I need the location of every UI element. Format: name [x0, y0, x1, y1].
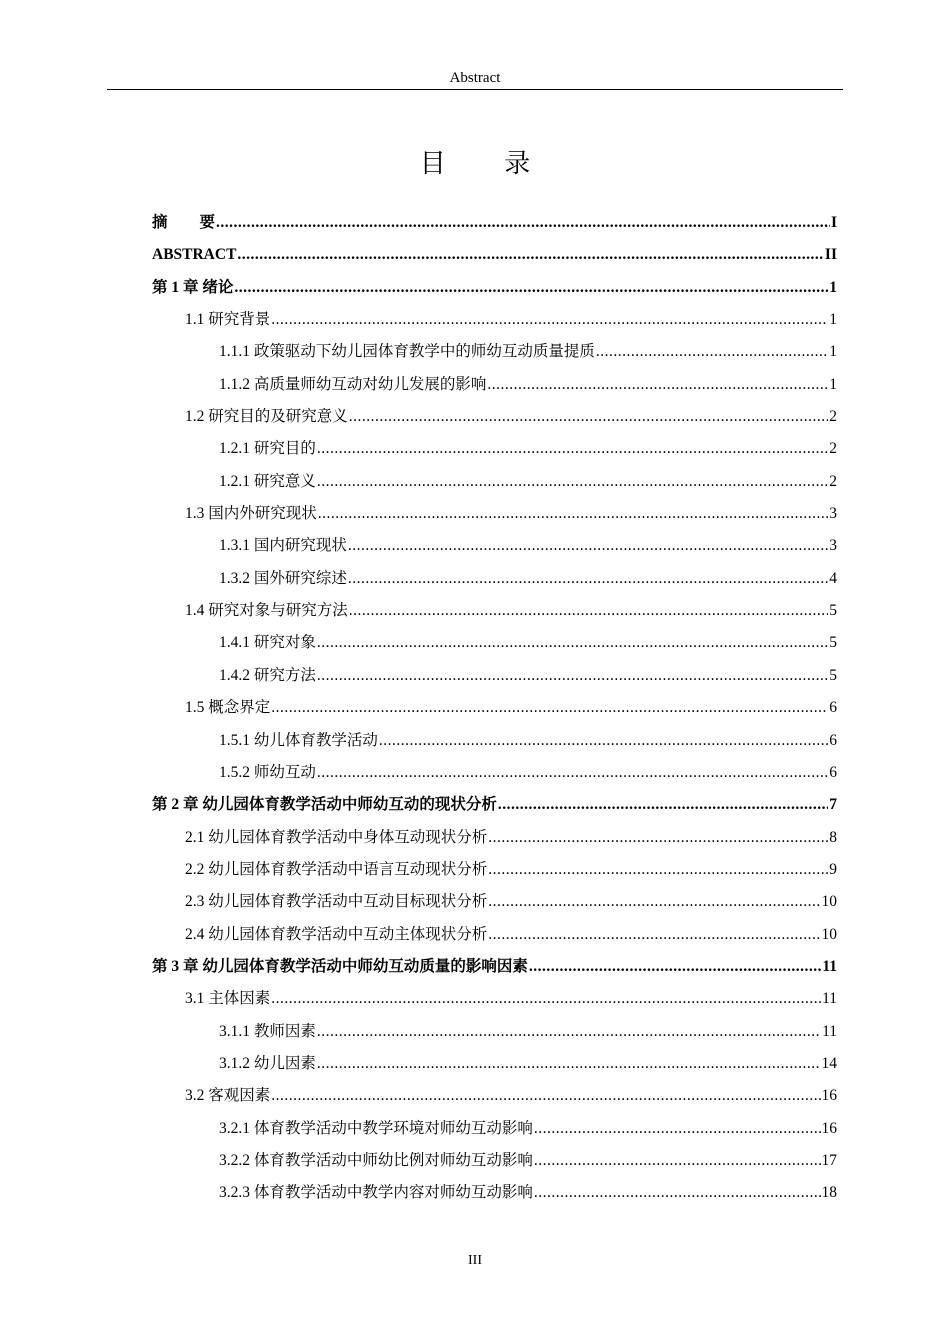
toc-entry-page: 5 [829, 666, 837, 684]
toc-entry[interactable] [152, 239, 837, 271]
toc-entry-title: 2.3 幼儿园体育教学活动中互动目标现状分析 [185, 893, 488, 911]
toc-entry-title: 3.2 客观因素 [185, 1087, 271, 1105]
toc-leader-dots [317, 627, 828, 659]
toc-entry-title: 1.5.1 幼儿体育教学活动 [219, 731, 378, 749]
toc-entry[interactable] [152, 207, 837, 239]
toc-entry-title: 2.4 幼儿园体育教学活动中互动主体现状分析 [185, 925, 488, 943]
toc-entry[interactable] [152, 1080, 837, 1112]
toc-entry[interactable] [152, 1113, 837, 1145]
toc-entry-page: 17 [821, 1151, 837, 1169]
toc-entry[interactable] [152, 433, 837, 465]
toc-entry-title: 1.5.2 师幼互动 [219, 763, 316, 781]
toc-entry-page: 14 [821, 1054, 837, 1072]
toc-leader-dots [271, 692, 828, 724]
toc-entry-title: 3.1 主体因素 [185, 990, 271, 1008]
toc-entry-title: 3.2.2 体育教学活动中师幼比例对师幼互动影响 [219, 1151, 533, 1169]
toc-leader-dots [317, 1048, 821, 1080]
toc-entry[interactable] [152, 822, 837, 854]
toc-leader-dots [498, 789, 828, 821]
toc-entry[interactable] [152, 951, 837, 983]
toc-leader-dots [488, 919, 820, 951]
toc-entry-page: 6 [829, 763, 837, 781]
toc-leader-dots [534, 1113, 821, 1145]
toc-leader-dots [596, 336, 828, 368]
toc-entry-page: 1 [829, 343, 837, 361]
toc-entry-title: ABSTRACT [152, 246, 237, 264]
toc-entry-title: 2.2 幼儿园体育教学活动中语言互动现状分析 [185, 860, 488, 878]
toc-entry-page: 1 [829, 311, 837, 329]
toc-entry[interactable] [152, 789, 837, 821]
toc-leader-dots [379, 725, 828, 757]
toc-leader-dots [271, 1080, 820, 1112]
toc-entry[interactable] [152, 725, 837, 757]
toc-leader-dots [348, 530, 828, 562]
page-number: III [468, 1253, 482, 1268]
toc-entry-title: 3.2.3 体育教学活动中教学内容对师幼互动影响 [219, 1184, 533, 1202]
toc-entry-page: 1 [829, 375, 837, 393]
toc-entry-page: II [824, 246, 837, 264]
toc-entry-page: 5 [829, 634, 837, 652]
toc-leader-dots [349, 401, 828, 433]
toc-entry[interactable] [152, 563, 837, 595]
toc-entry-title: 1.1.1 政策驱动下幼儿园体育教学中的师幼互动质量提质 [219, 343, 595, 361]
toc-leader-dots [271, 304, 828, 336]
toc-entry[interactable] [152, 401, 837, 433]
toc-entry-title: 1.2 研究目的及研究意义 [185, 408, 348, 426]
toc-leader-dots [534, 1177, 821, 1209]
toc-entry[interactable] [152, 498, 837, 530]
toc-entry-title: 3.1.1 教师因素 [219, 1022, 316, 1040]
toc-entry-title: 3.2.1 体育教学活动中教学环境对师幼互动影响 [219, 1119, 533, 1137]
toc-entry[interactable] [152, 1048, 837, 1080]
toc-entry-title: 2.1 幼儿园体育教学活动中身体互动现状分析 [185, 828, 488, 846]
toc-entry-title: 1.4 研究对象与研究方法 [185, 602, 348, 620]
toc-entry-title: 第 3 章 幼儿园体育教学活动中师幼互动质量的影响因素 [152, 957, 528, 975]
toc-leader-dots [317, 660, 828, 692]
toc-entry-title: 1.5 概念界定 [185, 699, 271, 717]
toc-entry-title: 第 1 章 绪论 [152, 278, 234, 296]
toc-entry[interactable] [152, 627, 837, 659]
toc-entry-page: 2 [829, 440, 837, 458]
toc-leader-dots [488, 822, 828, 854]
toc-entry[interactable] [152, 530, 837, 562]
toc-leader-dots [529, 951, 821, 983]
toc-leader-dots [317, 1016, 821, 1048]
running-header: Abstract [449, 70, 501, 86]
toc-entry-title: 1.3.1 国内研究现状 [219, 537, 347, 555]
toc-entry[interactable] [152, 369, 837, 401]
toc-entry-page: 1 [829, 278, 837, 296]
toc-entry-page: 10 [821, 893, 837, 911]
toc-entry[interactable] [152, 466, 837, 498]
toc-leader-dots [234, 272, 828, 304]
toc-leader-dots [349, 595, 828, 627]
toc-entry[interactable] [152, 886, 837, 918]
toc-entry-title: 1.3 国内外研究现状 [185, 505, 317, 523]
toc-leader-dots [487, 369, 828, 401]
toc-leader-dots [216, 207, 830, 239]
toc-entry-title: 1.2.1 研究目的 [219, 440, 316, 458]
toc-leader-dots [534, 1145, 821, 1177]
toc-entry-title: 1.1 研究背景 [185, 311, 271, 329]
toc-entry[interactable] [152, 983, 837, 1015]
toc-leader-dots [348, 563, 828, 595]
toc-entry[interactable] [152, 336, 837, 368]
toc-leader-dots [317, 433, 828, 465]
toc-entry-title: 1.1.2 高质量师幼互动对幼儿发展的影响 [219, 375, 487, 393]
toc-leader-dots [317, 466, 828, 498]
toc-entry-page: 6 [829, 731, 837, 749]
toc-entry-title: 1.3.2 国外研究综述 [219, 569, 347, 587]
toc-entry[interactable] [152, 660, 837, 692]
toc-entry-title: 1.4.1 研究对象 [219, 634, 316, 652]
toc-entry-page: 11 [822, 1022, 837, 1040]
toc-entry-page: 7 [829, 796, 837, 814]
toc-entry[interactable] [152, 692, 837, 724]
toc-entry-title: 3.1.2 幼儿因素 [219, 1054, 316, 1072]
toc-entry-page: 9 [829, 860, 837, 878]
toc-entry-page: 3 [829, 505, 837, 523]
toc-entry-page: 3 [829, 537, 837, 555]
toc-entry[interactable] [152, 1145, 837, 1177]
toc-entry-page: 8 [829, 828, 837, 846]
toc-entry-page: 10 [821, 925, 837, 943]
toc-entry[interactable] [152, 854, 837, 886]
toc-entry-page: I [830, 214, 837, 231]
toc-entry-page: 16 [821, 1087, 837, 1105]
toc-entry-page: 11 [822, 990, 837, 1008]
toc-entry-page: 18 [821, 1184, 837, 1202]
toc-entry[interactable] [152, 304, 837, 336]
toc-entry-title: 1.4.2 研究方法 [219, 666, 316, 684]
toc-entry[interactable] [152, 595, 837, 627]
toc-leader-dots [318, 498, 828, 530]
toc-leader-dots [237, 239, 824, 271]
toc-entry-page: 6 [829, 699, 837, 717]
toc-leader-dots [271, 983, 821, 1015]
toc-entry-page: 4 [829, 569, 837, 587]
toc-entry[interactable] [152, 272, 837, 304]
toc-entry-page: 2 [829, 472, 837, 490]
toc-leader-dots [488, 886, 820, 918]
toc-entry[interactable] [152, 757, 837, 789]
toc-entry[interactable] [152, 1177, 837, 1209]
table-of-contents [152, 207, 837, 1210]
toc-title: 目 录 [419, 149, 557, 178]
toc-entry-page: 2 [829, 408, 837, 426]
toc-leader-dots [488, 854, 828, 886]
toc-entry-page: 11 [822, 957, 837, 975]
toc-entry-title: 1.2.1 研究意义 [219, 472, 316, 490]
toc-entry[interactable] [152, 1016, 837, 1048]
toc-entry-page: 5 [829, 602, 837, 620]
header-rule [107, 89, 843, 90]
toc-leader-dots [317, 757, 828, 789]
toc-entry-page: 16 [821, 1119, 837, 1137]
toc-entry-title: 第 2 章 幼儿园体育教学活动中师幼互动的现状分析 [152, 796, 497, 814]
toc-entry-title: 摘 要 [152, 214, 216, 231]
toc-entry[interactable] [152, 919, 837, 951]
